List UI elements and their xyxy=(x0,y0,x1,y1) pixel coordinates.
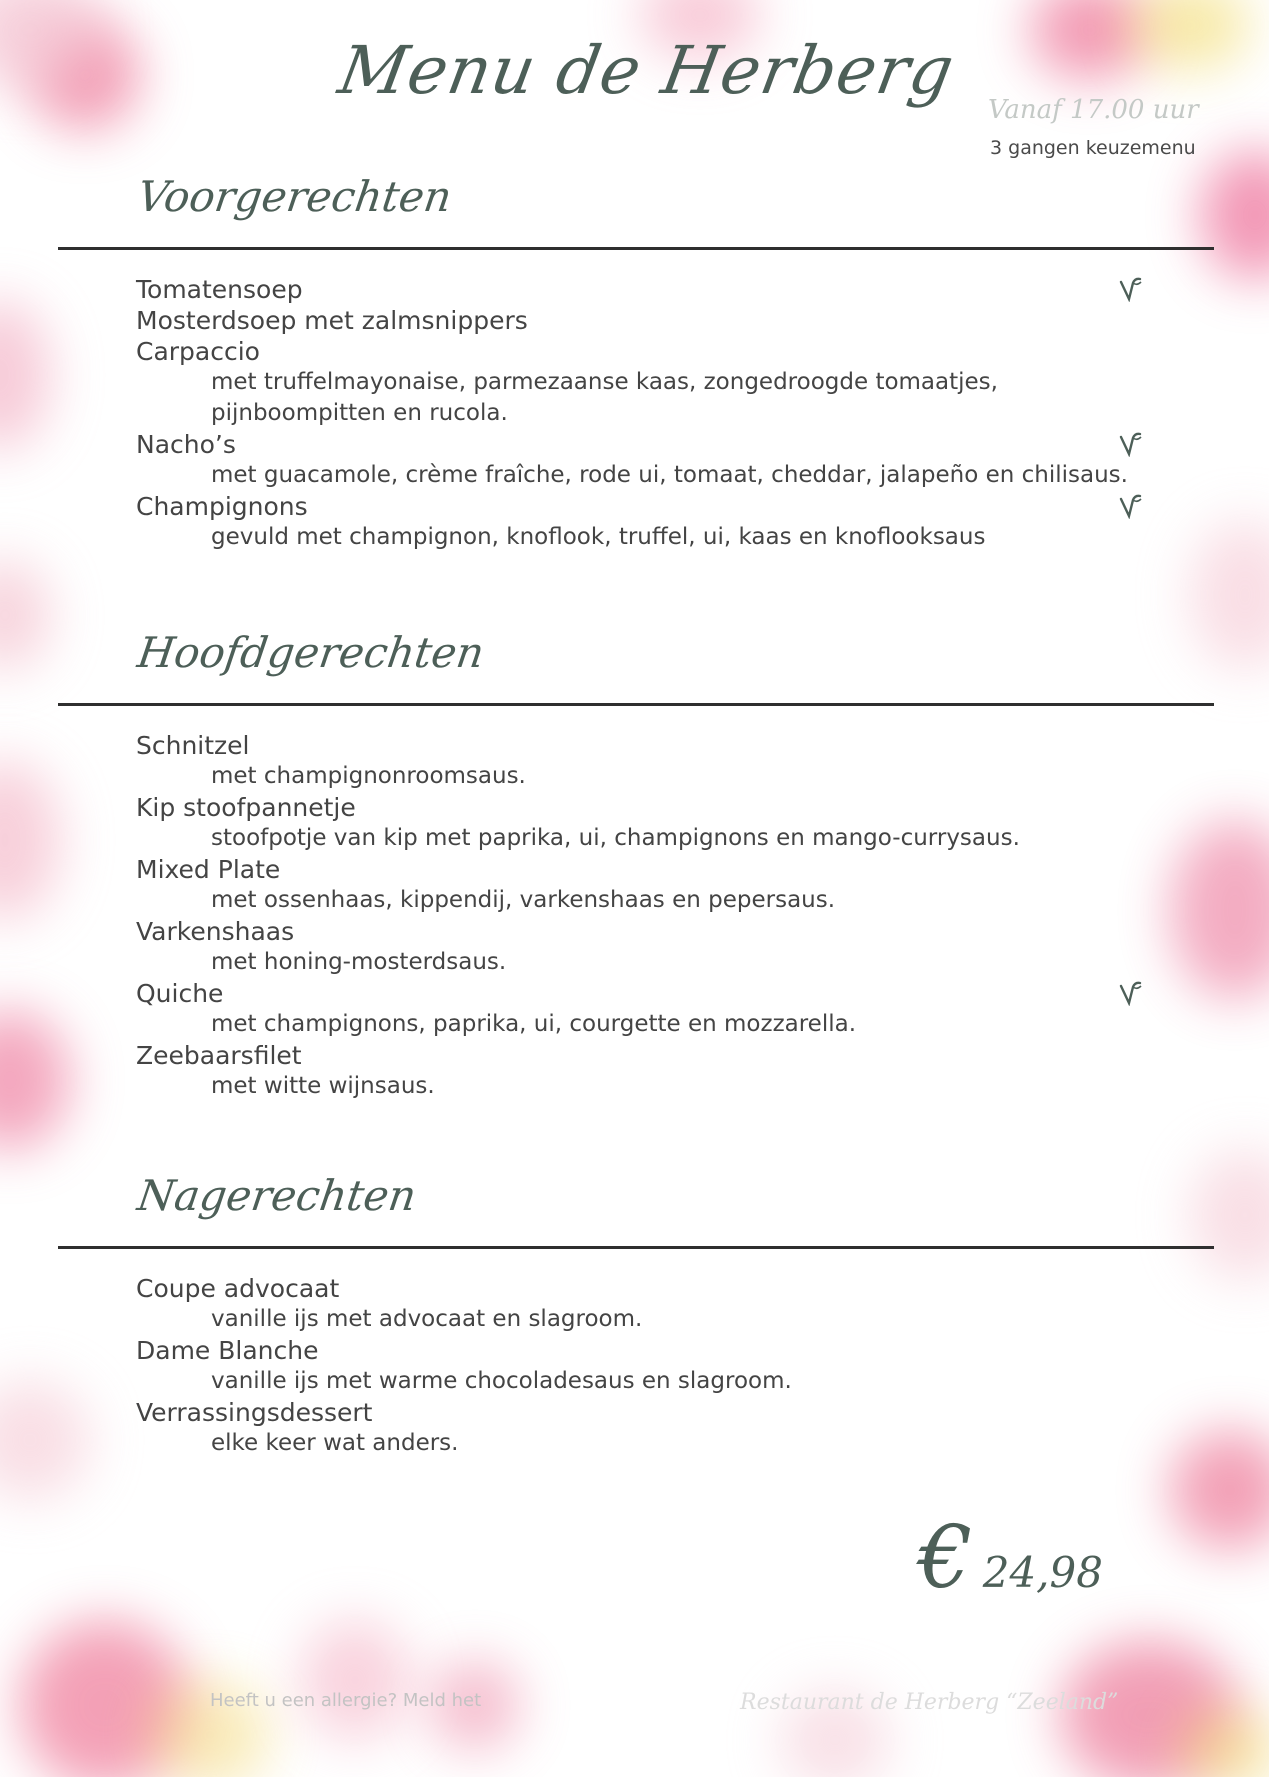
price-currency: € xyxy=(918,1508,973,1608)
time-note: Vanaf 17.00 uur xyxy=(988,95,1199,125)
section-heading-starters: Voorgerechten xyxy=(134,172,455,221)
menu-subtitle: 3 gangen keuzemenu xyxy=(990,137,1196,159)
menu-item-description: vanille ijs met advocaat en slagroom. xyxy=(211,1306,643,1332)
menu-item-name: Nacho’s xyxy=(136,429,1146,460)
menu-item-description: met champignons, paprika, ui, courgette en mozzarella. xyxy=(211,1011,857,1037)
menu-item-name: Mixed Plate xyxy=(136,855,281,884)
menu-item-description: pijnboompitten en rucola. xyxy=(211,400,508,426)
section-divider xyxy=(58,247,1214,250)
menu-item-name: Champignons xyxy=(136,491,1146,522)
menu-item-description: met witte wijnsaus. xyxy=(211,1073,435,1099)
section-heading-desserts: Nagerechten xyxy=(134,1171,420,1220)
menu-item-name: Tomatensoep xyxy=(136,274,1146,305)
menu-item-description: vanille ijs met warme chocoladesaus en slagroom. xyxy=(211,1368,792,1394)
leaf-check-icon xyxy=(1118,431,1144,457)
section-heading-mains: Hoofdgerechten xyxy=(134,628,488,677)
menu-item-description: met ossenhaas, kippendij, varkenshaas en pepersaus. xyxy=(211,887,836,913)
menu-title: Menu de Herberg xyxy=(333,32,960,109)
menu-item-name: Zeebaarsfilet xyxy=(136,1041,302,1070)
leaf-check-icon xyxy=(1118,493,1144,519)
section-divider xyxy=(58,1246,1214,1249)
menu-item-description: met champignonroomsaus. xyxy=(211,763,526,789)
menu-item-description: met honing-mosterdsaus. xyxy=(211,949,507,975)
desserts-list xyxy=(136,1273,1146,1459)
menu-item-name: Mosterdsoep met zalmsnippers xyxy=(136,306,528,335)
starters-list xyxy=(136,274,1146,553)
menu-item-name: Verrassingsdessert xyxy=(136,1398,373,1427)
leaf-check-icon xyxy=(1118,276,1144,302)
allergy-note: Heeft u een allergie? Meld het xyxy=(210,1690,482,1711)
menu-item-description: stoofpotje van kip met paprika, ui, champignons en mango-currysaus. xyxy=(211,825,1020,851)
menu-item-name: Coupe advocaat xyxy=(136,1274,340,1303)
price-amount: 24,98 xyxy=(982,1548,1103,1597)
menu-item-name: Varkenshaas xyxy=(136,917,295,946)
menu-item-name: Carpaccio xyxy=(136,337,260,366)
menu-item-name: Schnitzel xyxy=(136,731,250,760)
menu-item-name: Dame Blanche xyxy=(136,1336,319,1365)
restaurant-name: Restaurant de Herberg “Zeeland” xyxy=(740,1690,1119,1715)
menu-item-name: Quiche xyxy=(136,978,1146,1009)
menu-item-description: met guacamole, crème fraîche, rode ui, tomaat, cheddar, jalapeño en chilisaus. xyxy=(211,462,1128,488)
section-divider xyxy=(58,703,1214,706)
menu-item-description: elke keer wat anders. xyxy=(211,1430,459,1456)
menu-item-description: met truffelmayonaise, parmezaanse kaas, zongedroogde tomaatjes, xyxy=(211,369,998,395)
mains-list xyxy=(136,730,1146,1102)
leaf-check-icon xyxy=(1118,980,1144,1006)
menu-price xyxy=(918,1508,1103,1608)
menu-item-name: Kip stoofpannetje xyxy=(136,793,356,822)
menu-item-description: gevuld met champignon, knoflook, truffel, ui, kaas en knoflooksaus xyxy=(211,524,986,550)
